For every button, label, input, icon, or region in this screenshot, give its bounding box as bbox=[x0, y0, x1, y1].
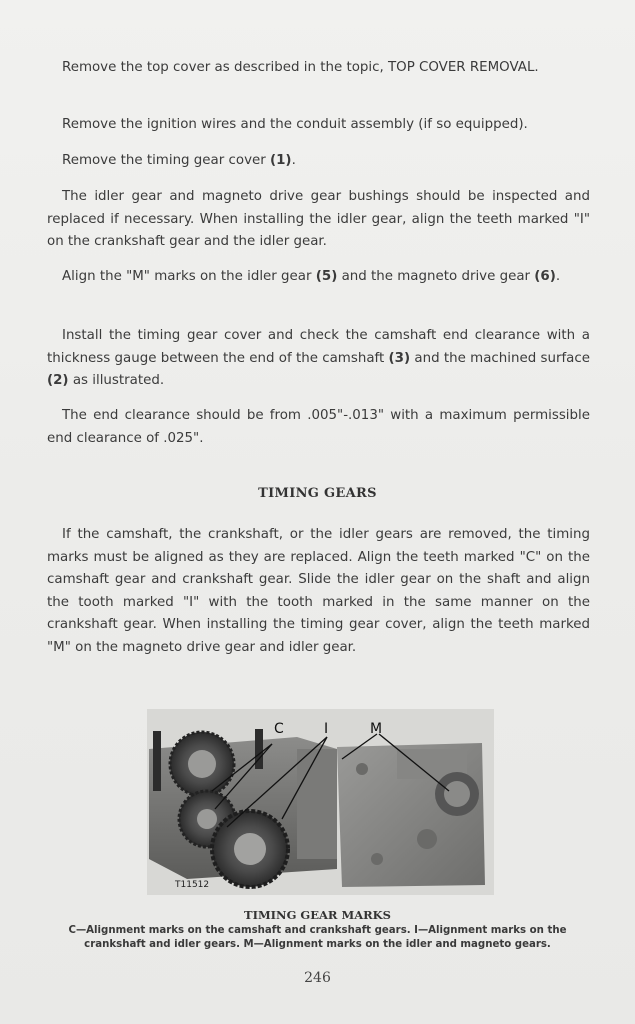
label-i: I bbox=[324, 721, 329, 737]
timing-gears-photo bbox=[147, 709, 494, 895]
ref-number: (3) bbox=[388, 350, 411, 366]
idler-gear-hub bbox=[234, 833, 266, 865]
block-side bbox=[297, 749, 337, 859]
engine-illustration bbox=[147, 709, 494, 895]
ref-number: (1) bbox=[270, 153, 292, 168]
paragraph-remove-ignition-wires: Remove the ignition wires and the conduit assembly (if so equipped). bbox=[62, 117, 528, 132]
cover-bolt bbox=[356, 763, 368, 775]
paragraph-timing-gears: If the camshaft, the crankshaft, or the idler gears are removed, the timing marks must be aligned as they are replaced. Align the teeth marked "C" on the camshaft gear and crankshaft gear. Slide the idler gear on the shaft and align the tooth marked "I" with the tooth marked in the same manner on the crankshaft gear. When installing the timing gear cover, align the teeth marked "M" on the magneto drive gear and idler gear. bbox=[47, 527, 590, 655]
text-run: and the magneto drive gear bbox=[337, 269, 535, 284]
text-run: Remove the timing gear cover bbox=[62, 153, 270, 168]
ref-number: (6) bbox=[534, 269, 556, 284]
camshaft-gear-hub bbox=[188, 750, 216, 778]
text-run: and the machined surface bbox=[410, 350, 590, 366]
cover-bolt bbox=[417, 829, 437, 849]
ref-number: (5) bbox=[315, 269, 338, 284]
label-c: C bbox=[274, 721, 284, 737]
paragraph-install-cover bbox=[47, 325, 590, 393]
paragraph-bushings: The idler gear and magneto drive gear bushings should be inspected and replaced if necessary. When installing the idler gear, align the teeth marked "I" on the crankshaft gear and the idler gear. bbox=[47, 189, 590, 249]
section-heading: TIMING GEARS bbox=[258, 486, 377, 501]
figure-caption-body: C—Alignment marks on the camshaft and crankshaft gears. I—Alignment marks on the crankshaft and idler gears. M—Alignment marks on the idler and magneto gears. bbox=[68, 925, 567, 950]
block-edge bbox=[153, 731, 161, 791]
paragraph-remove-top-cover: Remove the top cover as described in the topic, TOP COVER REMOVAL. bbox=[62, 60, 539, 75]
text-run: Align the "M" marks on the idler gear bbox=[62, 269, 316, 284]
magneto-drive-hub bbox=[444, 781, 470, 807]
crankshaft-gear-hub bbox=[197, 809, 217, 829]
text-run: as illustrated. bbox=[68, 373, 165, 388]
page-number: 246 bbox=[304, 970, 331, 986]
text-run: . bbox=[291, 153, 296, 168]
paragraph-align-m-marks bbox=[47, 266, 590, 289]
paragraph-end-clearance: The end clearance should be from .005"-.013" with a maximum permissible end clearance of .025". bbox=[47, 408, 590, 446]
ref-number: (2) bbox=[47, 373, 69, 388]
figure-code: T11512 bbox=[175, 880, 210, 890]
text-run: Install the timing gear cover and check the camshaft end clearance with a thickness gauge between the end of the camshaft bbox=[47, 328, 590, 366]
label-m: M bbox=[370, 721, 383, 737]
figure-caption-title: TIMING GEAR MARKS bbox=[244, 908, 391, 922]
paragraph-remove-timing-cover bbox=[47, 150, 590, 173]
text-run: . bbox=[555, 269, 561, 284]
cover-bolt bbox=[371, 853, 383, 865]
